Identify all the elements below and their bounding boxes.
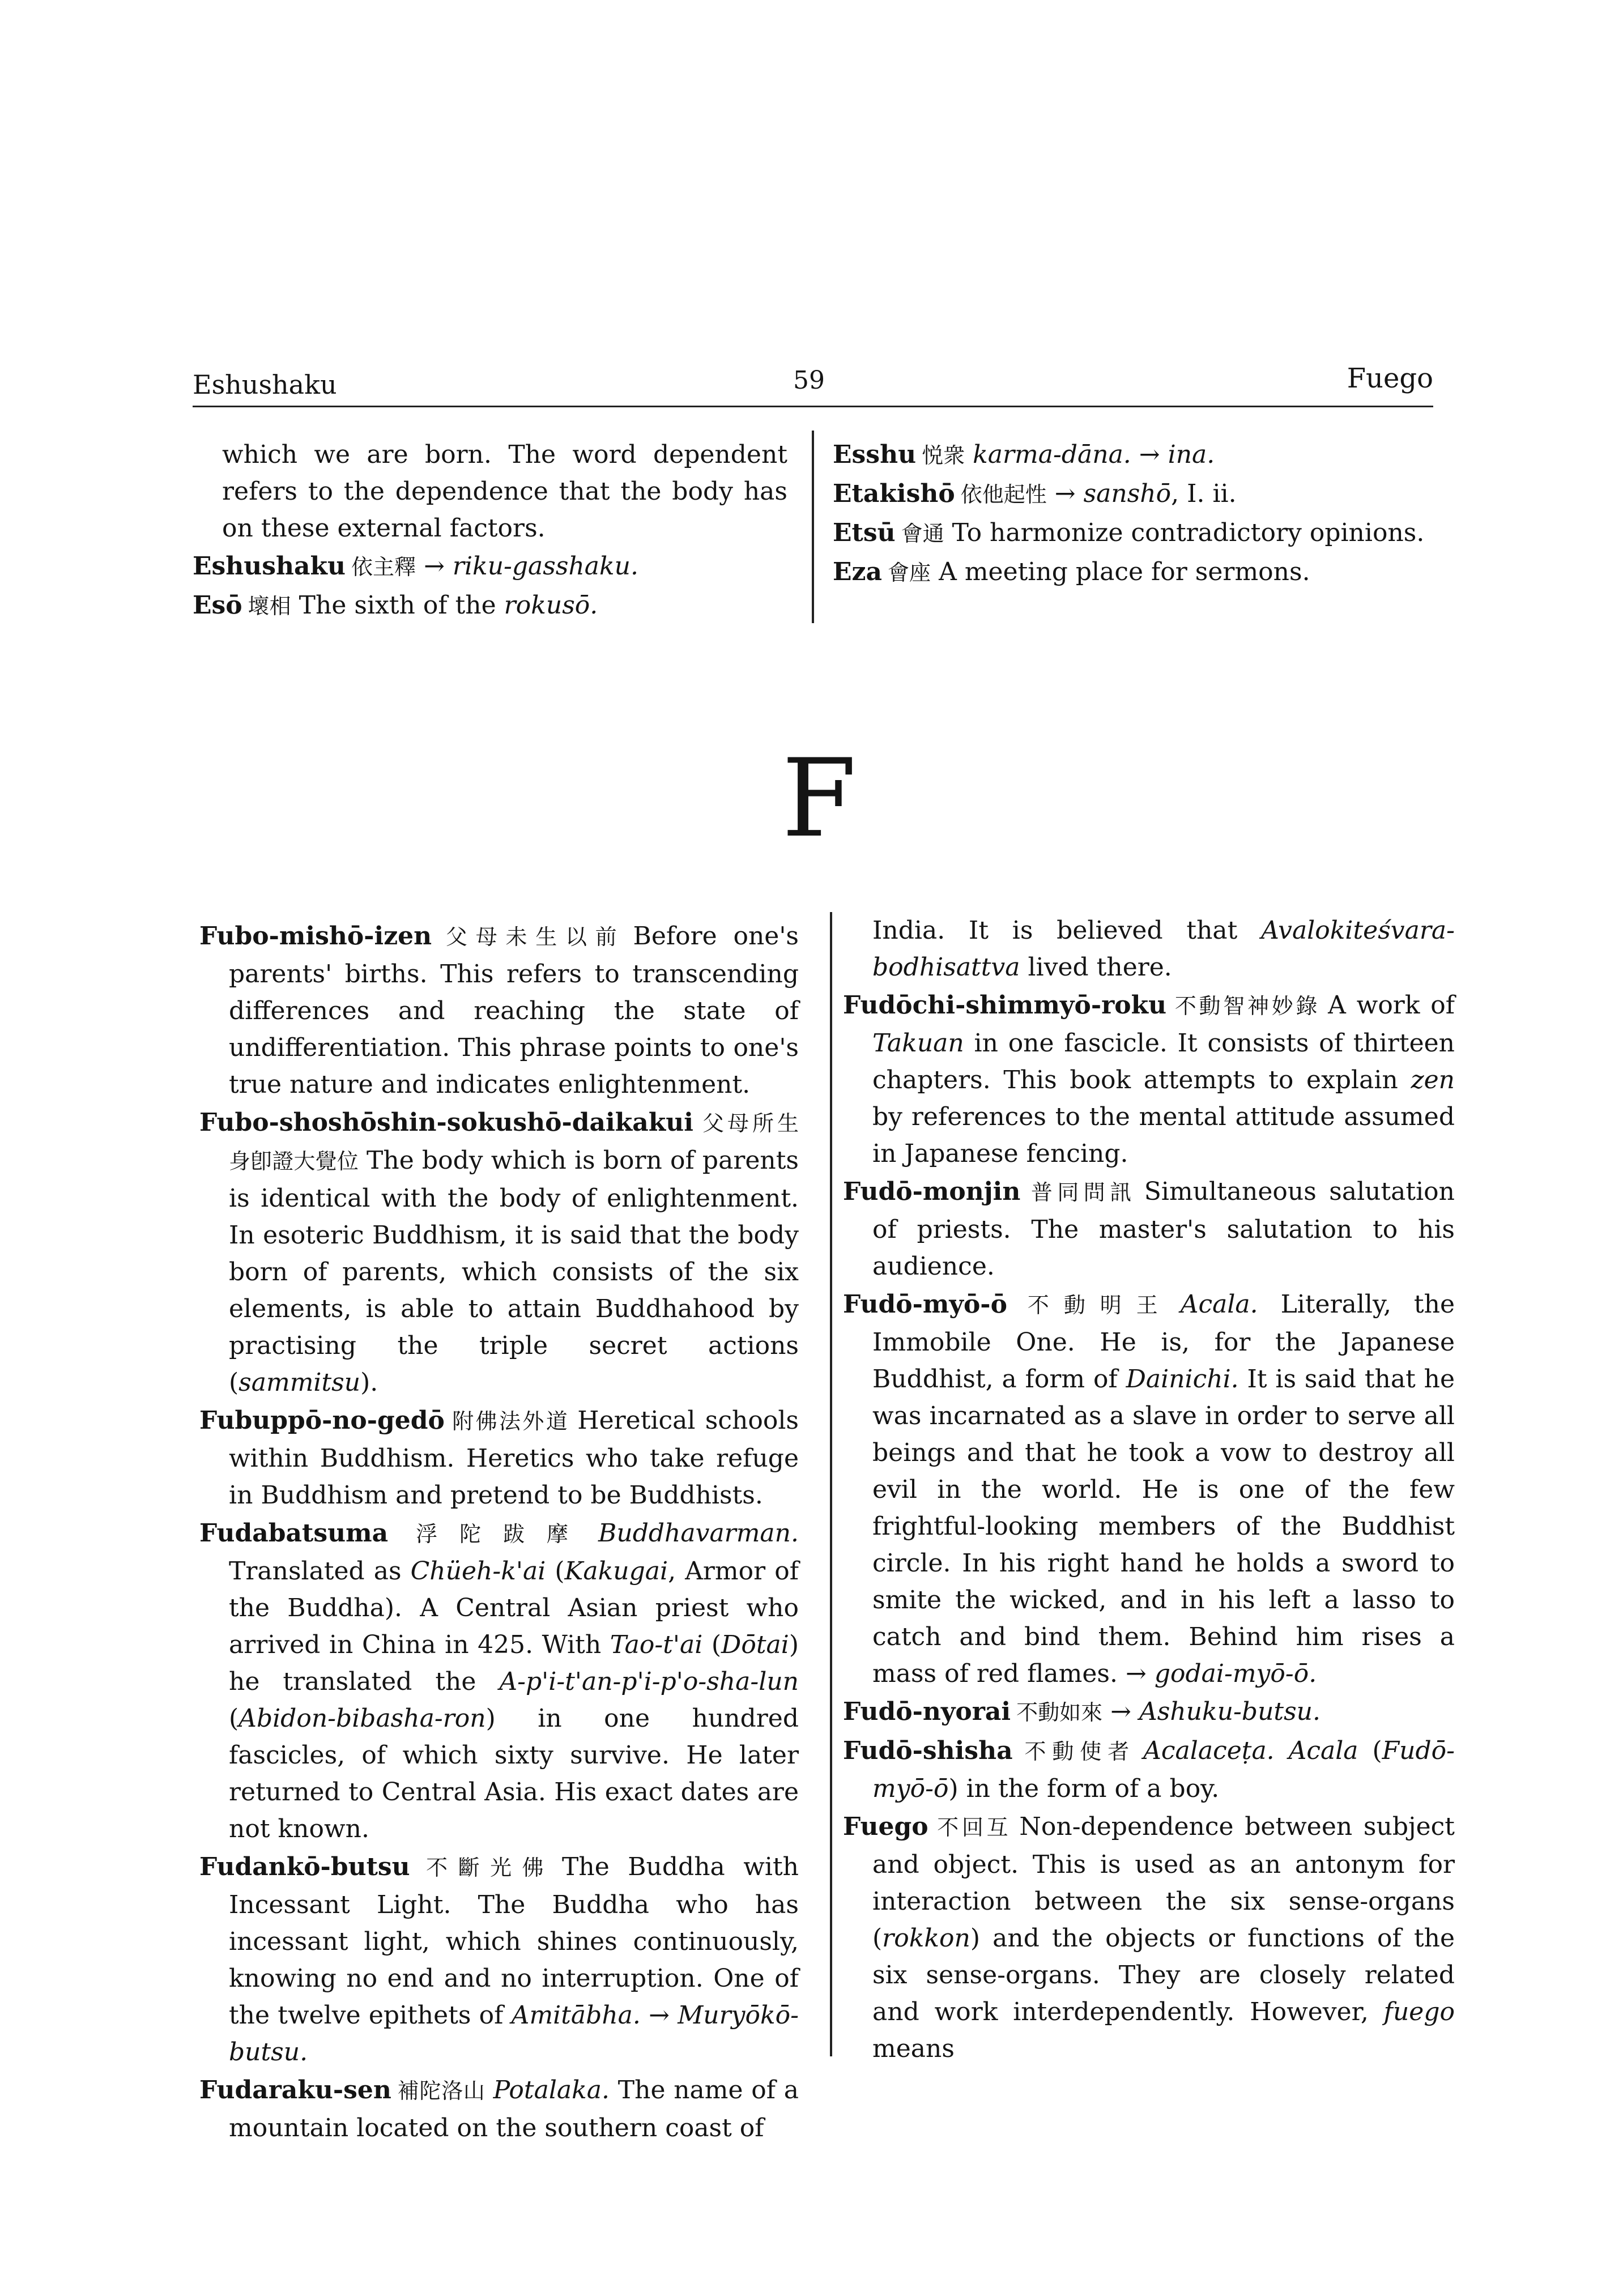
column-divider (812, 431, 814, 623)
bottom-left-column (199, 918, 799, 2148)
cross-reference: Muryōkō-butsu. (229, 2001, 799, 2067)
header-rule (193, 406, 1433, 407)
dictionary-entry: Etsū 會通 To harmonize contradictory opinions. (833, 518, 1425, 547)
entry-kanji: 父母未生以前 (437, 925, 625, 949)
dictionary-entry: Fudabatsuma 浮陀跋摩 Buddhavarman. Translated as Chüeh-k'ai (Kakugai, Armor of the Buddha). A Central Asian priest who arrived in China in 425. With Tao-t'ai (Dōtai) he translated the A-p'i-t'an-p'i-p'o-sha-lun (Abidon-bibasha-ron) in one hundred fascicles, of which sixty survive. He later returned to Central Asia. His exact dates are not known. (199, 1519, 799, 1843)
entry-headword: Esō (193, 591, 242, 620)
header-guide-word-right: Fuego (1347, 363, 1433, 394)
cross-reference: riku-gasshaku. (452, 552, 639, 581)
entry-kanji: 補陀洛山 (397, 2078, 485, 2103)
entry-headword: Fubo-shoshōshin-sokushō-daikakui (199, 1108, 693, 1137)
top-right-column (833, 436, 1433, 593)
entry-kanji: 會通 (901, 521, 944, 546)
entry-kanji: 壞相 (248, 594, 291, 619)
entry-headword: Fudaraku-sen (199, 2076, 391, 2105)
dictionary-entry: Fudankō-butsu 不斷光佛 The Buddha with Incessant Light. The Buddha who has incessant light, which shines continuously, knowing no end and no interruption. One of the twelve epithets of Amitābha. → Muryōkō-butsu. (199, 1852, 799, 2067)
continued-text: India. It is believed that Avalokiteśvara-bodhisattva lived there. (872, 916, 1455, 982)
entry-headword: Fudō-myō-ō (843, 1290, 1007, 1319)
dictionary-entry: Etakishō 依他起性 → sanshō, I. ii. (833, 479, 1237, 508)
entry-kanji: 不動智神妙錄 (1172, 994, 1320, 1019)
entry-kanji: 悦衆 (922, 443, 965, 468)
top-left-column (193, 436, 787, 626)
entry-kanji: 不回互 (934, 1815, 1012, 1840)
dictionary-entry: Eza 會座 A meeting place for sermons. (833, 557, 1310, 586)
dictionary-entry: Fudō-nyorai 不動如來 → Ashuku-butsu. (843, 1697, 1321, 1726)
entry-headword: Fudō-monjin (843, 1177, 1021, 1206)
dictionary-entry: Fudō-shisha 不動使者 Acalaceṭa. Acala (Fudō-myō-ō) in the form of a boy. (843, 1736, 1455, 1803)
section-letter: F (782, 736, 857, 861)
entry-kanji: 不斷光佛 (415, 1855, 555, 1880)
bottom-right-column (843, 912, 1455, 2068)
entry-kanji: 會座 (888, 560, 931, 585)
running-header (193, 363, 1433, 408)
entry-kanji: 浮陀跋摩 (394, 1522, 591, 1547)
dictionary-entry: Fubuppō-no-gedō 附佛法外道 Heretical schools within Buddhism. Heretics who take refuge in Buddhism and pretend to be Buddhists. (199, 1406, 799, 1510)
entry-headword: Fuego (843, 1812, 928, 1841)
dictionary-entry: Esshu 悦衆 karma-dāna. → ina. (833, 440, 1215, 469)
entry-headword: Etakishō (833, 479, 955, 508)
entry-kanji: 不動使者 (1018, 1739, 1136, 1764)
dictionary-entry: Esō 壞相 The sixth of the rokusō. (193, 591, 598, 620)
entry-kanji: 附佛法外道 (450, 1409, 570, 1434)
dictionary-entry: Fuego 不回互 Non-dependence between subject and object. This is used as an antonym for interaction between the six sense-organs (rokkon) and the objects or functions of the six sense-organs. They are closely related and work interdependently. However, fuego means (843, 1812, 1455, 2063)
dictionary-entry: Fubo-mishō-izen 父母未生以前 Before one's parents' births. This refers to transcending differences and reaching the state of undifferentiation. This phrase points to one's true nature and indicates enlightenment. (199, 922, 799, 1099)
dictionary-entry: Eshushaku 依主釋 → riku-gasshaku. (193, 552, 639, 581)
dictionary-entry: Fubo-shoshōshin-sokushō-daikakui 父母所生身卽證大覺位 The body which is born of parents is identical with the body of enlightenment. In esoteric Buddhism, it is said that the body born of parents, which consists of the six elements, is able to attain Buddhahood by practising the triple secret actions (sammitsu). (199, 1108, 799, 1397)
entry-headword: Fubo-mishō-izen (199, 922, 432, 951)
continued-text: which we are born. The word dependent refers to the dependence that the body has on these external factors. (222, 440, 787, 543)
entry-kanji: 不動如來 (1016, 1700, 1103, 1725)
column-divider (830, 912, 832, 2056)
entry-headword: Etsū (833, 518, 896, 547)
dictionary-entry: Fudō-monjin 普同問訊 Simultaneous salutation of priests. The master's salutation to his audience. (843, 1177, 1455, 1281)
entry-headword: Fudō-shisha (843, 1736, 1013, 1765)
entry-headword: Fudō-nyorai (843, 1697, 1011, 1726)
dictionary-entry: Fudōchi-shimmyō-roku 不動智神妙錄 A work of Takuan in one fascicle. It consists of thirteen chapters. This book attempts to explain zen by references to the mental attitude assumed in Japanese fencing. (843, 991, 1455, 1168)
entry-headword: Fudōchi-shimmyō-roku (843, 991, 1167, 1020)
entry-kanji: 依主釋 (351, 555, 416, 580)
entry-kanji: 普同問訊 (1026, 1180, 1136, 1205)
dictionary-entry: Fudō-myō-ō 不動明王 Acala. Literally, the Immobile One. He is, for the Japanese Buddhist, a form of Dainichi. It is said that he was incarnated as a slave in order to serve all beings and that he took a vow to destroy all evil in the world. He is one of the few frightful-looking members of the Buddhist circle. In his right hand he holds a sword to smite the wicked, and in his left a lasso to catch and bind them. Behind him rises a mass of red flames. → godai-myō-ō. (843, 1290, 1455, 1688)
entry-headword: Eza (833, 557, 883, 586)
entry-headword: Esshu (833, 440, 917, 469)
entry-headword: Eshushaku (193, 552, 346, 581)
entry-headword: Fudabatsuma (199, 1519, 389, 1548)
entry-headword: Fudankō-butsu (199, 1852, 410, 1881)
entry-kanji: 不動明王 (1012, 1293, 1173, 1318)
page-number: 59 (793, 366, 825, 395)
dictionary-entry: Fudaraku-sen 補陀洛山 Potalaka. The name of a mountain located on the southern coast of (199, 2076, 799, 2142)
cross-reference: → godai-myō-ō. (1125, 1659, 1317, 1688)
entry-headword: Fubuppō-no-gedō (199, 1406, 445, 1435)
entry-kanji: 依他起性 (960, 482, 1047, 507)
entry-kanji: 父母所生身卽證大覺位 (229, 1111, 799, 1174)
header-guide-word-left: Eshushaku (193, 369, 337, 400)
